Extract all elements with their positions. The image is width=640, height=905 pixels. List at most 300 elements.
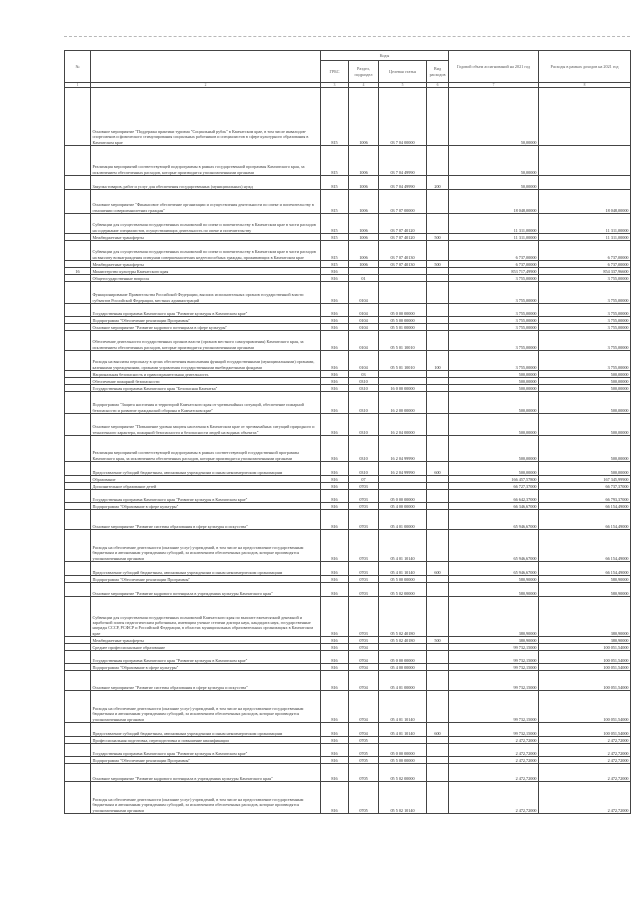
row-name: Национальная безопасность и правоохранительная деятельность <box>91 371 321 378</box>
row-name: Межбюджетные трансферты <box>91 234 321 241</box>
row-amount-2021: 3 755,00000 <box>449 331 539 351</box>
table-row <box>65 737 631 744</box>
row-name: Основное мероприятие "Поддержка практики туризма "Социальный рубль" в Камчатском крае, в том числе инвалидов-спортсменов и физического стимулирования социальных работников и специалистов в сфере культурного образования в Камчатском крае <box>91 88 321 146</box>
col-num: 4 <box>349 83 379 88</box>
row-csr: 05 5 01 10010 <box>379 331 427 351</box>
row-razdel: 0703 <box>349 530 379 562</box>
table-row <box>65 176 631 190</box>
row-razdel: 0703 <box>349 490 379 503</box>
row-grbs: 816 <box>321 282 349 304</box>
row-grbs: 816 <box>321 324 349 331</box>
row-vr <box>427 597 449 637</box>
row-csr: 05 5 02 10140 <box>379 782 427 814</box>
row-razdel: 0703 <box>349 510 379 530</box>
row-amount-2021: 853 717,49900 <box>449 268 539 275</box>
row-name: Субвенции для осуществления государственных полномочий по опеке и попечительству в Камчатском крае в части расходов на выплату вознаграждения опекунам совершеннолетних недееспособных граждан, проживающих в Камчатском крае <box>91 241 321 261</box>
row-amount-2021: 3 755,00000 <box>449 351 539 371</box>
row-razdel: 0704 <box>349 644 379 651</box>
row-name: Расходы на обеспечение деятельности (оказание услуг) учреждений, в том числе на предоставление государственным бюджетным и автономным учреждениям субсидий, за исключением обеспеченных расходов, которые производятся уполномоченными органами <box>91 691 321 723</box>
row-vr: 500 <box>427 234 449 241</box>
row-number <box>65 782 91 814</box>
row-razdel: 0704 <box>349 671 379 691</box>
row-grbs: 816 <box>321 562 349 576</box>
row-grbs: 816 <box>321 351 349 371</box>
row-name: Государственная программа Камчатского края "Безопасная Камчатка" <box>91 385 321 392</box>
row-amount-2021-b: 854 337,96600 <box>539 268 631 275</box>
row-vr <box>427 576 449 583</box>
row-amount-2021: 65 946,67000 <box>449 562 539 576</box>
row-csr: 05 5 02 00000 <box>379 764 427 782</box>
row-number <box>65 530 91 562</box>
row-csr: 05 4 01 00000 <box>379 671 427 691</box>
row-name: Основное мероприятие "Финансовое обеспечение организации и осуществления деятельности по опеке и попечительству в отношении совершеннолетних граждан" <box>91 190 321 214</box>
row-grbs: 816 <box>321 275 349 282</box>
table-row <box>65 436 631 462</box>
row-name: Основное мероприятие "Развитие системы образования в сфере культуры и искусства" <box>91 671 321 691</box>
row-grbs: 815 <box>321 190 349 214</box>
row-number <box>65 737 91 744</box>
row-razdel: 0705 <box>349 737 379 744</box>
row-amount-2021-b: 500,00000 <box>539 378 631 385</box>
row-amount-2021: 99 732,15000 <box>449 691 539 723</box>
row-razdel: 1006 <box>349 190 379 214</box>
row-number <box>65 351 91 371</box>
row-number <box>65 644 91 651</box>
table-row <box>65 304 631 317</box>
row-grbs: 816 <box>321 757 349 764</box>
row-name: Обеспечение пожарной безопасности <box>91 378 321 385</box>
row-grbs: 816 <box>321 723 349 737</box>
row-vr <box>427 644 449 651</box>
table-row <box>65 476 631 483</box>
row-amount-2021-b: 3 755,00000 <box>539 317 631 324</box>
header-codes: Коды <box>321 51 449 61</box>
row-csr <box>379 371 427 378</box>
row-razdel: 0104 <box>349 331 379 351</box>
row-number <box>65 510 91 530</box>
row-amount-2021-b: 100 051,54000 <box>539 644 631 651</box>
row-csr: 16 2 04 99990 <box>379 436 427 462</box>
table-row <box>65 782 631 814</box>
row-grbs: 816 <box>321 764 349 782</box>
table-row <box>65 510 631 530</box>
row-amount-2021: 11 311,00000 <box>449 214 539 234</box>
row-razdel: 0310 <box>349 414 379 436</box>
row-name: Государственная программа Камчатского края "Развитие культуры в Камчатском крае" <box>91 490 321 503</box>
row-grbs: 816 <box>321 371 349 378</box>
row-csr: 03 7 07 40120 <box>379 214 427 234</box>
row-number <box>65 462 91 476</box>
row-amount-2021: 65 946,67000 <box>449 510 539 530</box>
row-amount-2021-b: 3 755,00000 <box>539 351 631 371</box>
table-row <box>65 378 631 385</box>
row-vr <box>427 385 449 392</box>
row-amount-2021: 3 755,00000 <box>449 304 539 317</box>
row-name: Предоставление субсидий бюджетным, автономным учреждениям и иным некоммерческим организациям <box>91 723 321 737</box>
row-name: Расходы на обеспечение деятельности (оказание услуг) учреждений, в том числе на предоставление государственным бюджетным и автономным учреждениям субсидий, за исключением обеспеченных расходов, которые производятся уполномоченными органами <box>91 782 321 814</box>
row-grbs: 816 <box>321 304 349 317</box>
row-amount-2021: 66 642,37000 <box>449 490 539 503</box>
row-name: Профессиональная подготовка, переподготовка и повышение квалификации <box>91 737 321 744</box>
row-name: Расходы на обеспечение деятельности (оказание услуг) учреждений, в том числе на предоставление государственным бюджетным и автономным учреждениям субсидий, за исключением обеспеченных расходов, которые производятся уполномоченными органами <box>91 530 321 562</box>
row-vr <box>427 190 449 214</box>
row-csr: 05 5 00 00000 <box>379 317 427 324</box>
row-vr: 500 <box>427 637 449 644</box>
row-grbs: 816 <box>321 483 349 490</box>
row-amount-2021-b: 11 311,00000 <box>539 214 631 234</box>
row-name: Министерство культуры Камчатского края <box>91 268 321 275</box>
row-amount-2021: 500,00000 <box>449 462 539 476</box>
row-csr: 03 7 04 00000 <box>379 88 427 146</box>
row-vr <box>427 88 449 146</box>
row-grbs: 816 <box>321 414 349 436</box>
col-num: 3 <box>321 83 349 88</box>
row-razdel: 1006 <box>349 261 379 268</box>
row-number <box>65 324 91 331</box>
row-vr <box>427 664 449 671</box>
row-number <box>65 241 91 261</box>
row-csr: 03 7 07 40130 <box>379 261 427 268</box>
row-csr: 05 5 00 00000 <box>379 757 427 764</box>
row-amount-2021: 99 732,15000 <box>449 671 539 691</box>
row-vr <box>427 324 449 331</box>
col-num: 8 <box>539 83 631 88</box>
table-row <box>65 576 631 583</box>
table-row <box>65 530 631 562</box>
row-grbs: 816 <box>321 782 349 814</box>
row-csr: 03 7 07 40130 <box>379 241 427 261</box>
row-grbs: 816 <box>321 392 349 414</box>
row-razdel: 0310 <box>349 436 379 462</box>
row-razdel: 0705 <box>349 744 379 757</box>
row-amount-2021: 65 946,67000 <box>449 530 539 562</box>
row-grbs: 815 <box>321 88 349 146</box>
row-grbs: 815 <box>321 261 349 268</box>
row-vr <box>427 510 449 530</box>
table-row <box>65 490 631 503</box>
row-name: Основное мероприятие "Развитие системы образования в сфере культуры и искусства" <box>91 510 321 530</box>
row-amount-2021: 2 472,72000 <box>449 764 539 782</box>
row-grbs: 816 <box>321 476 349 483</box>
row-name: Государственная программа Камчатского края "Развитие культуры в Камчатском крае" <box>91 744 321 757</box>
table-row <box>65 764 631 782</box>
row-vr: 200 <box>427 176 449 190</box>
row-vr: 100 <box>427 351 449 371</box>
row-amount-2021-b: 3 755,00000 <box>539 304 631 317</box>
row-vr <box>427 378 449 385</box>
row-amount-2021: 50,00000 <box>449 88 539 146</box>
row-amount-2021: 166 457,57800 <box>449 476 539 483</box>
table-row <box>65 241 631 261</box>
row-number <box>65 764 91 782</box>
row-csr: 05 4 01 10140 <box>379 691 427 723</box>
row-razdel: 1006 <box>349 176 379 190</box>
row-csr: 05 0 00 00000 <box>379 490 427 503</box>
row-number <box>65 476 91 483</box>
row-number <box>65 744 91 757</box>
row-amount-2021-b: 100 051,54000 <box>539 671 631 691</box>
row-name: Государственная программа Камчатского края "Развитие культуры в Камчатском крае" <box>91 304 321 317</box>
row-csr: 05 4 01 10140 <box>379 530 427 562</box>
row-razdel: 0104 <box>349 324 379 331</box>
row-amount-2021-b: 2 472,72000 <box>539 764 631 782</box>
row-name: Подпрограмма "Образование в сфере культуры" <box>91 503 321 510</box>
row-grbs: 816 <box>321 583 349 597</box>
row-amount-2021-b: 3 755,00000 <box>539 324 631 331</box>
row-razdel: 03 <box>349 371 379 378</box>
row-grbs: 816 <box>321 462 349 476</box>
row-amount-2021-b: 66 737,37000 <box>539 483 631 490</box>
row-grbs: 816 <box>321 664 349 671</box>
row-razdel: 0703 <box>349 637 379 644</box>
row-grbs: 816 <box>321 744 349 757</box>
row-razdel: 0703 <box>349 562 379 576</box>
table-row <box>65 503 631 510</box>
budget-table <box>64 50 631 814</box>
row-amount-2021-b: 2 472,72000 <box>539 757 631 764</box>
table-row <box>65 268 631 275</box>
row-number <box>65 214 91 234</box>
col-num: 7 <box>449 83 539 88</box>
table-row <box>65 214 631 234</box>
row-vr <box>427 317 449 324</box>
row-csr: 05 5 01 10010 <box>379 351 427 371</box>
row-number <box>65 146 91 176</box>
row-amount-2021: 500,00000 <box>449 392 539 414</box>
row-razdel: 0704 <box>349 651 379 664</box>
row-grbs: 816 <box>321 436 349 462</box>
row-csr: 05 4 01 00000 <box>379 510 427 530</box>
row-vr <box>427 331 449 351</box>
row-amount-2021-b: 500,00000 <box>539 392 631 414</box>
table-row <box>65 351 631 371</box>
table-row <box>65 651 631 664</box>
row-csr <box>379 268 427 275</box>
row-amount-2021: 99 732,15000 <box>449 651 539 664</box>
row-number <box>65 414 91 436</box>
row-csr <box>379 737 427 744</box>
row-number <box>65 576 91 583</box>
table-row <box>65 723 631 737</box>
row-amount-2021: 3 755,00000 <box>449 317 539 324</box>
row-name: Основное мероприятие "Развитие кадрового потенциала в учреждениях культуры Камчатского края" <box>91 764 321 782</box>
row-csr: 05 5 02 00000 <box>379 583 427 597</box>
row-number <box>65 275 91 282</box>
row-csr: 05 0 00 00000 <box>379 744 427 757</box>
row-amount-2021-b: 100 051,54000 <box>539 651 631 664</box>
row-grbs: 816 <box>321 597 349 637</box>
header-no: № <box>65 51 91 83</box>
row-number <box>65 234 91 241</box>
row-csr: 05 5 01 00000 <box>379 324 427 331</box>
row-razdel: 0703 <box>349 597 379 637</box>
row-amount-2021: 6 737,00000 <box>449 261 539 268</box>
row-vr <box>427 583 449 597</box>
row-grbs: 816 <box>321 378 349 385</box>
row-amount-2021: 18 048,00000 <box>449 190 539 214</box>
row-vr <box>427 757 449 764</box>
row-number <box>65 691 91 723</box>
row-amount-2021-b: 66 154,49000 <box>539 530 631 562</box>
row-grbs: 815 <box>321 214 349 234</box>
row-amount-2021: 66 727,37000 <box>449 483 539 490</box>
row-amount-2021: 2 472,72000 <box>449 757 539 764</box>
row-amount-2021-b: 3 755,00000 <box>539 331 631 351</box>
row-name: Субвенции для осуществления государственных полномочий по опеке и попечительству в Камчатском крае в части расходов на содержание специалистов, осуществляющих деятельность по опеке и попечительству <box>91 214 321 234</box>
row-vr <box>427 282 449 304</box>
row-number <box>65 436 91 462</box>
row-amount-2021-b: 100 051,54000 <box>539 723 631 737</box>
row-amount-2021-b: 66 793,37000 <box>539 490 631 503</box>
row-csr: 05 0 00 00000 <box>379 651 427 664</box>
row-amount-2021: 66 346,67000 <box>449 503 539 510</box>
row-number <box>65 261 91 268</box>
row-amount-2021-b: 6 737,00000 <box>539 241 631 261</box>
col-num: 2 <box>91 83 321 88</box>
row-amount-2021-b: 380,90000 <box>539 637 631 644</box>
row-vr <box>427 530 449 562</box>
table-body <box>65 88 631 814</box>
row-grbs: 816 <box>321 576 349 583</box>
row-number <box>65 483 91 490</box>
row-vr <box>427 671 449 691</box>
row-grbs: 816 <box>321 317 349 324</box>
row-razdel: 0704 <box>349 664 379 671</box>
row-grbs: 816 <box>321 503 349 510</box>
page-top-border <box>64 36 630 37</box>
row-vr <box>427 764 449 782</box>
row-number <box>65 88 91 146</box>
row-csr <box>379 282 427 304</box>
table-row <box>65 282 631 304</box>
row-vr: 600 <box>427 462 449 476</box>
row-name: Субвенции для осуществления государственных полномочий Камчатского края по выплате ежемесячной денежной и заработной платы педагогическим работникам, имеющим ученые степени доктора наук, кандидата наук, государственные награды СССР, РСФСР и Российской Федерации, в областях муниципальных образовательных организациях в Камчатском крае <box>91 597 321 637</box>
row-grbs: 816 <box>321 671 349 691</box>
row-amount-2021-b: 500,00000 <box>539 462 631 476</box>
table-row <box>65 88 631 146</box>
row-amount-2021: 50,00000 <box>449 176 539 190</box>
row-csr: 16 2 00 00000 <box>379 392 427 414</box>
table-row <box>65 744 631 757</box>
row-number <box>65 282 91 304</box>
row-amount-2021-b: 66 154,49000 <box>539 562 631 576</box>
col-num: 6 <box>427 83 449 88</box>
table-row <box>65 385 631 392</box>
row-razdel: 0310 <box>349 385 379 392</box>
table-row <box>65 261 631 268</box>
row-amount-2021-b: 66 154,49000 <box>539 510 631 530</box>
row-amount-2021-b: 500,00000 <box>539 385 631 392</box>
row-csr: 16 2 04 00000 <box>379 414 427 436</box>
row-vr <box>427 476 449 483</box>
row-number <box>65 583 91 597</box>
row-razdel: 0104 <box>349 317 379 324</box>
row-razdel: 0310 <box>349 392 379 414</box>
row-name: Предоставление субсидий бюджетным, автономным учреждениям и иным некоммерческим организациям <box>91 562 321 576</box>
table-row <box>65 562 631 576</box>
row-csr: 05 4 01 10140 <box>379 723 427 737</box>
row-vr <box>427 744 449 757</box>
row-csr <box>379 378 427 385</box>
row-number <box>65 664 91 671</box>
row-csr: 05 5 00 00000 <box>379 576 427 583</box>
row-grbs: 816 <box>321 737 349 744</box>
row-csr: 16 0 00 00000 <box>379 385 427 392</box>
row-number <box>65 392 91 414</box>
row-razdel: 0104 <box>349 304 379 317</box>
row-razdel: 1006 <box>349 241 379 261</box>
row-number <box>65 490 91 503</box>
table-row <box>65 691 631 723</box>
row-razdel: 0704 <box>349 691 379 723</box>
row-number <box>65 317 91 324</box>
header-grbs: ГРБС <box>321 61 349 83</box>
row-name: Основное мероприятие "Развитие кадрового потенциала в учреждениях культуры Камчатского края" <box>91 583 321 597</box>
row-amount-2021: 3 755,00000 <box>449 282 539 304</box>
row-csr: 05 5 02 40180 <box>379 637 427 644</box>
row-amount-2021: 500,00000 <box>449 436 539 462</box>
row-amount-2021-b: 100 051,54000 <box>539 691 631 723</box>
row-vr <box>427 414 449 436</box>
row-csr: 05 0 00 00000 <box>379 304 427 317</box>
row-amount-2021-b: 500,00000 <box>539 436 631 462</box>
row-razdel: 0104 <box>349 282 379 304</box>
row-amount-2021-b: 2 472,72000 <box>539 782 631 814</box>
row-number <box>65 723 91 737</box>
row-name: Расходы на выплаты персоналу в целях обеспечения выполнения функций государственными (муниципальными) органами, казенными учреждениями, органами управления государственными внебюджетными фондами <box>91 351 321 371</box>
row-amount-2021: 3 755,00000 <box>449 275 539 282</box>
col-num: 5 <box>379 83 427 88</box>
row-razdel: 0703 <box>349 503 379 510</box>
row-vr <box>427 737 449 744</box>
row-razdel: 1006 <box>349 146 379 176</box>
table-row <box>65 275 631 282</box>
row-grbs: 816 <box>321 644 349 651</box>
table-row <box>65 234 631 241</box>
row-csr: 03 7 07 00000 <box>379 190 427 214</box>
row-name: Среднее профессиональное образование <box>91 644 321 651</box>
row-name: Государственная программа Камчатского края "Развитие культуры в Камчатском крае" <box>91 651 321 664</box>
row-csr: 05 5 02 40180 <box>379 597 427 637</box>
row-amount-2021: 2 472,72000 <box>449 782 539 814</box>
row-razdel: 0310 <box>349 462 379 476</box>
row-amount-2021-b <box>539 88 631 146</box>
row-grbs: 815 <box>321 234 349 241</box>
row-name: Образование <box>91 476 321 483</box>
row-grbs: 815 <box>321 146 349 176</box>
row-vr <box>427 304 449 317</box>
row-amount-2021-b <box>539 176 631 190</box>
document-page <box>64 36 630 898</box>
row-amount-2021-b <box>539 146 631 176</box>
row-razdel: 0703 <box>349 576 379 583</box>
row-number <box>65 378 91 385</box>
row-razdel: 07 <box>349 476 379 483</box>
table-row <box>65 597 631 637</box>
row-amount-2021: 500,00000 <box>449 378 539 385</box>
row-number: 16 <box>65 268 91 275</box>
row-razdel: 01 <box>349 275 379 282</box>
row-razdel: 1006 <box>349 214 379 234</box>
row-razdel: 0705 <box>349 764 379 782</box>
row-amount-2021: 2 472,72000 <box>449 744 539 757</box>
row-grbs: 815 <box>321 176 349 190</box>
row-name: Основное мероприятие "Повышение уровня защиты населения в Камчатском крае от чрезвычайных ситуаций природного и техногенного характера, пожарной безопасности и безопасности людей на водных объектах" <box>91 414 321 436</box>
row-name: Подпрограмма "Обеспечение реализации Программы" <box>91 757 321 764</box>
col-num: 1 <box>65 83 91 88</box>
row-razdel: 0704 <box>349 723 379 737</box>
row-vr: 600 <box>427 723 449 737</box>
